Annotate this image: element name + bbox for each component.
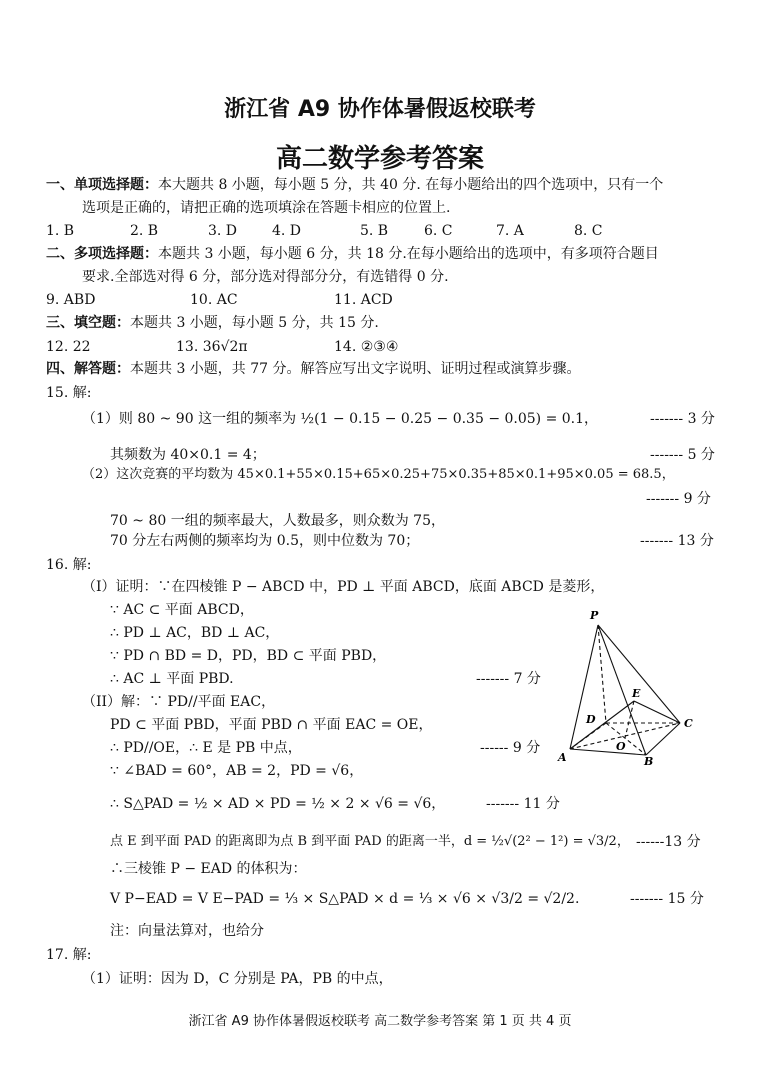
- q15-p1: （1）则 80 ~ 90 这一组的频率为 ½(1 − 0.15 − 0.25 − 0.35 − 0.05) = 0.1，: [82, 411, 599, 427]
- q15-p4: 70 ~ 80 一组的频率最大，人数最多，则众数为 75，: [110, 513, 445, 529]
- q15-score-3: ------- 9 分: [646, 491, 711, 507]
- section2-heading: 二、多项选择题：: [46, 246, 158, 262]
- q16-l9: ∵ ∠BAD = 60°，AB = 2，PD = √6，: [110, 763, 364, 779]
- page-footer: 浙江省 A9 协作体暑假返校联考 高二数学参考答案 第 1 页 共 4 页: [188, 1014, 572, 1029]
- label-D: D: [586, 713, 596, 726]
- answer-8: 8. C: [574, 223, 603, 239]
- answer-7: 7. A: [496, 223, 524, 239]
- q16-score-9: ------ 9 分: [480, 740, 541, 756]
- page-subtitle: 高二数学参考答案: [275, 144, 484, 174]
- section3-line: [46, 314, 379, 332]
- answer-11: 11. ACD: [334, 292, 393, 308]
- section3-desc: 本题共 3 小题，每小题 5 分，共 15 分.: [130, 315, 379, 331]
- q16-label: 16. 解:: [46, 557, 92, 573]
- q16-l6: （II）解：∵ PD//平面 EAC，: [82, 694, 276, 710]
- q16-score-7: ------- 7 分: [476, 671, 541, 687]
- q15-score-1: ------- 3 分: [650, 411, 715, 427]
- section4-desc: 本题共 3 小题，共 77 分。解答应写出文字说明、证明过程或演算步骤。: [130, 361, 581, 377]
- q15-p3: （2）这次竞赛的平均数为 45×0.1+55×0.15+65×0.25+75×0.35+85×0.1+95×0.05 = 68.5，: [82, 467, 675, 482]
- section2-desc2: 要求.全部选对得 6 分，部分选对得部分分，有选错得 0 分.: [82, 269, 449, 285]
- section1-desc2: 选项是正确的，请把正确的选项填涂在答题卡相应的位置上.: [82, 200, 451, 216]
- q15-label: 15. 解:: [46, 385, 92, 401]
- q16-l8: ∴ PD//OE，∴ E 是 PB 中点，: [110, 740, 302, 756]
- q16-score-11: ------- 11 分: [486, 796, 560, 812]
- answer-2: 2. B: [130, 223, 159, 239]
- q16-l4: ∵ PD ∩ BD = D，PD，BD ⊂ 平面 PBD，: [110, 648, 387, 664]
- answer-6: 6. C: [424, 223, 453, 239]
- label-B: B: [644, 755, 654, 765]
- label-C: C: [684, 717, 693, 730]
- section4-heading: 四、解答题：: [46, 361, 130, 377]
- answer-5: 5. B: [360, 223, 389, 239]
- q16-l2: ∵ AC ⊂ 平面 ABCD，: [110, 602, 254, 618]
- section1-desc1: 本大题共 8 小题，每小题 5 分，共 40 分. 在每小题给出的四个选项中，只有一个: [158, 177, 664, 193]
- q17-label: 17. 解:: [46, 947, 92, 963]
- q15-p2: 其频数为 40×0.1 = 4；: [110, 447, 266, 463]
- section4-line: [46, 360, 581, 378]
- answer-9: 9. ABD: [46, 292, 96, 308]
- q15-score-2: ------- 5 分: [650, 447, 715, 463]
- q16-l13: V P−EAD = V E−PAD = ⅓ × S△PAD × d = ⅓ × √6 × √3/2 = √2/2.: [110, 891, 580, 907]
- q16-l14: 注：向量法算对，也给分: [110, 923, 264, 939]
- q17-l1: （1）证明：因为 D，C 分别是 PA，PB 的中点，: [82, 971, 393, 987]
- q16-l10: ∴ S△PAD = ½ × AD × PD = ½ × 2 × √6 = √6，: [110, 796, 446, 812]
- answer-1: 1. B: [46, 223, 75, 239]
- section3-heading: 三、填空题：: [46, 315, 130, 331]
- q16-l5: ∴ AC ⊥ 平面 PBD.: [110, 671, 234, 687]
- q16-score-13: ------13 分: [636, 834, 701, 850]
- answer-4: 4. D: [272, 223, 302, 239]
- label-E: E: [632, 687, 641, 700]
- answer-3: 3. D: [208, 223, 238, 239]
- q16-l3: ∴ PD ⊥ AC，BD ⊥ AC，: [110, 625, 280, 641]
- section1-heading: 一、单项选择题：: [46, 177, 158, 193]
- label-P: P: [590, 609, 599, 622]
- answer-10: 10. AC: [190, 292, 238, 308]
- section1-line1: [46, 176, 663, 194]
- q16-l11: 点 E 到平面 PAD 的距离即为点 B 到平面 PAD 的距离一半，d = ½√(2² − 1²) = √3/2，: [110, 834, 630, 849]
- q16-l1: （I）证明：∵在四棱锥 P − ABCD 中，PD ⊥ 平面 ABCD，底面 ABCD 是菱形，: [82, 579, 605, 595]
- page-title: 浙江省 A9 协作体暑假返校联考: [224, 97, 536, 122]
- q15-score-5: ------- 13 分: [640, 533, 714, 549]
- answer-13: 13. 36√2π: [176, 339, 248, 355]
- pyramid-figure: [556, 605, 706, 765]
- section2-line1: [46, 245, 659, 263]
- q16-score-15: ------- 15 分: [630, 891, 704, 907]
- answer-12: 12. 22: [46, 339, 91, 355]
- label-O: O: [616, 740, 626, 753]
- answer-14: 14. ②③④: [334, 339, 399, 355]
- q16-l7: PD ⊂ 平面 PBD，平面 PBD ∩ 平面 EAC = OE，: [110, 717, 433, 733]
- label-A: A: [558, 751, 567, 764]
- section2-desc1: 本题共 3 小题，每小题 6 分，共 18 分.在每小题给出的选项中，有多项符合题目: [158, 246, 659, 262]
- q15-p5: 70 分左右两侧的频率均为 0.5，则中位数为 70；: [110, 533, 420, 549]
- q16-l12: ∴三棱锥 P − EAD 的体积为：: [110, 861, 307, 877]
